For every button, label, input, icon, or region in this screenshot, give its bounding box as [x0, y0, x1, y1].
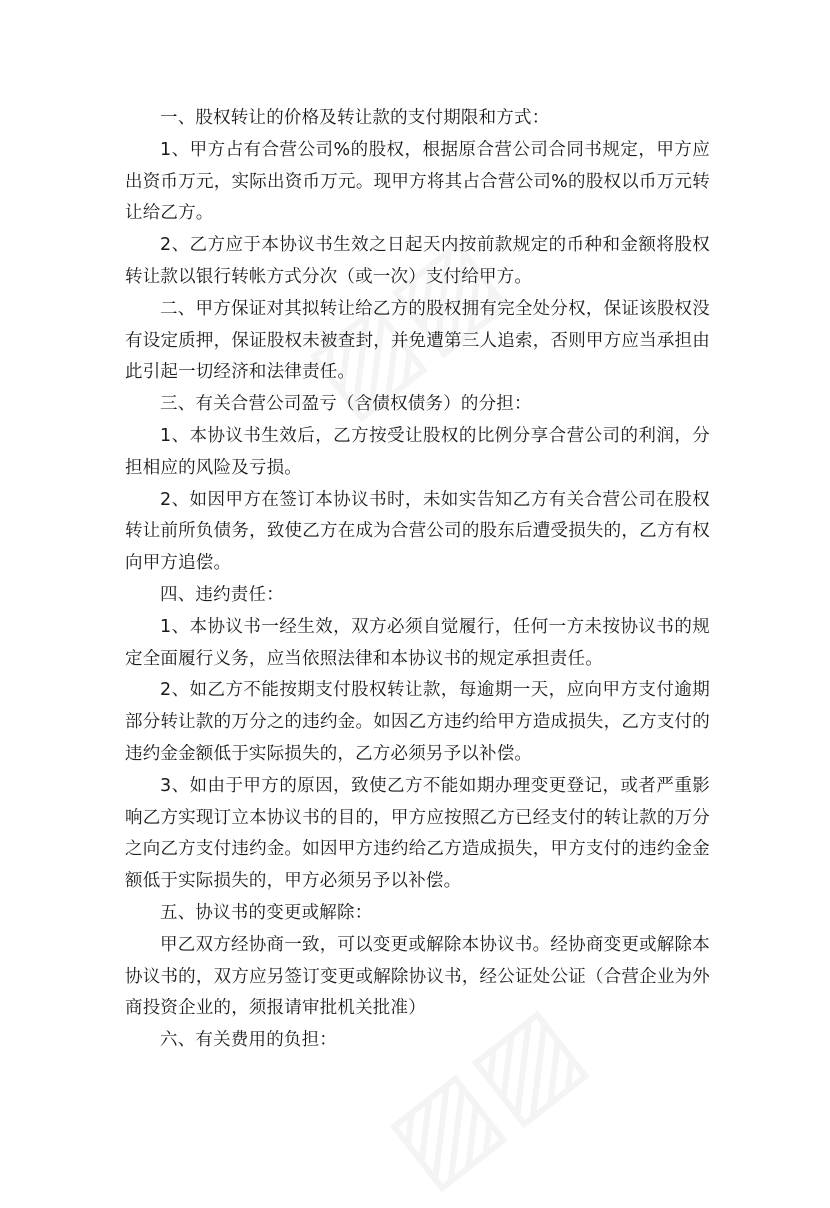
document-body: [125, 103, 710, 1057]
clause-paragraph: 2、如乙方不能按期支付股权转让款，每逾期一天，应向甲方支付逾期部分转让款的万分之的违约金。如因乙方违约给甲方造成损失，乙方支付的违约金金额低于实际损失的，乙方必须另予以补偿。: [125, 680, 710, 764]
clause-paragraph: 1、本协议书生效后，乙方按受让股权的比例分享合营公司的利润，分担相应的风险及亏损。: [125, 425, 710, 478]
section-heading-price-payment: 一、股权转让的价格及转让款的支付期限和方式：: [160, 108, 550, 128]
clause-paragraph: 1、本协议书一经生效，双方必须自觉履行，任何一方未按协议书的规定全面履行义务，应当依照法律和本协议书的规定承担责任。: [125, 616, 710, 669]
clause-paragraph: 甲乙双方经协商一致，可以变更或解除本协议书。经协商变更或解除本协议书的，双方应另签订变更或解除协议书，经公证处公证（合营企业为外商投资企业的，须报请审批机关批准）: [125, 934, 710, 1019]
clause-paragraph: 2、如因甲方在签订本协议书时，未如实告知乙方有关合营公司在股权转让前所负债务，致使乙方在成为合营公司的股东后遭受损失的，乙方有权向甲方追偿。: [125, 489, 710, 574]
section-heading-fees: 六、有关费用的负担：: [160, 1030, 337, 1051]
clause-paragraph: 1、甲方占有合营公司%的股权，根据原合营公司合同书规定，甲方应出资币万元，实际出资币万元。现甲方将其占合营公司%的股权以币万元转让给乙方。: [125, 139, 710, 224]
section-heading-liability: 四、违约责任：: [160, 584, 284, 605]
section-heading-profit-loss: 三、有关合营公司盈亏（含债权债务）的分担：: [160, 394, 532, 415]
section-heading-warranty: 二、甲方保证对其拟转让给乙方的股权拥有完全处分权，保证该股权没有设定质押，保证股权未被查封，并免遭第三人追索，否则甲方应当承担由此引起一切经济和法律责任。: [125, 298, 710, 383]
clause-paragraph: 2、乙方应于本协议书生效之日起天内按前款规定的币种和金额将股权转让款以银行转帐方式分次（或一次）支付给甲方。: [125, 235, 710, 287]
clause-paragraph: 3、如由于甲方的原因，致使乙方不能如期办理变更登记，或者严重影响乙方实现订立本协议书的目的，甲方应按照乙方已经支付的转让款的万分之向乙方支付违约金。如因甲方违约给乙方造成损失，甲方支付的违约金金额低于实际损失的，甲方必须另予以补偿。: [125, 775, 710, 892]
section-heading-amendment: 五、协议书的变更或解除：: [160, 902, 373, 923]
